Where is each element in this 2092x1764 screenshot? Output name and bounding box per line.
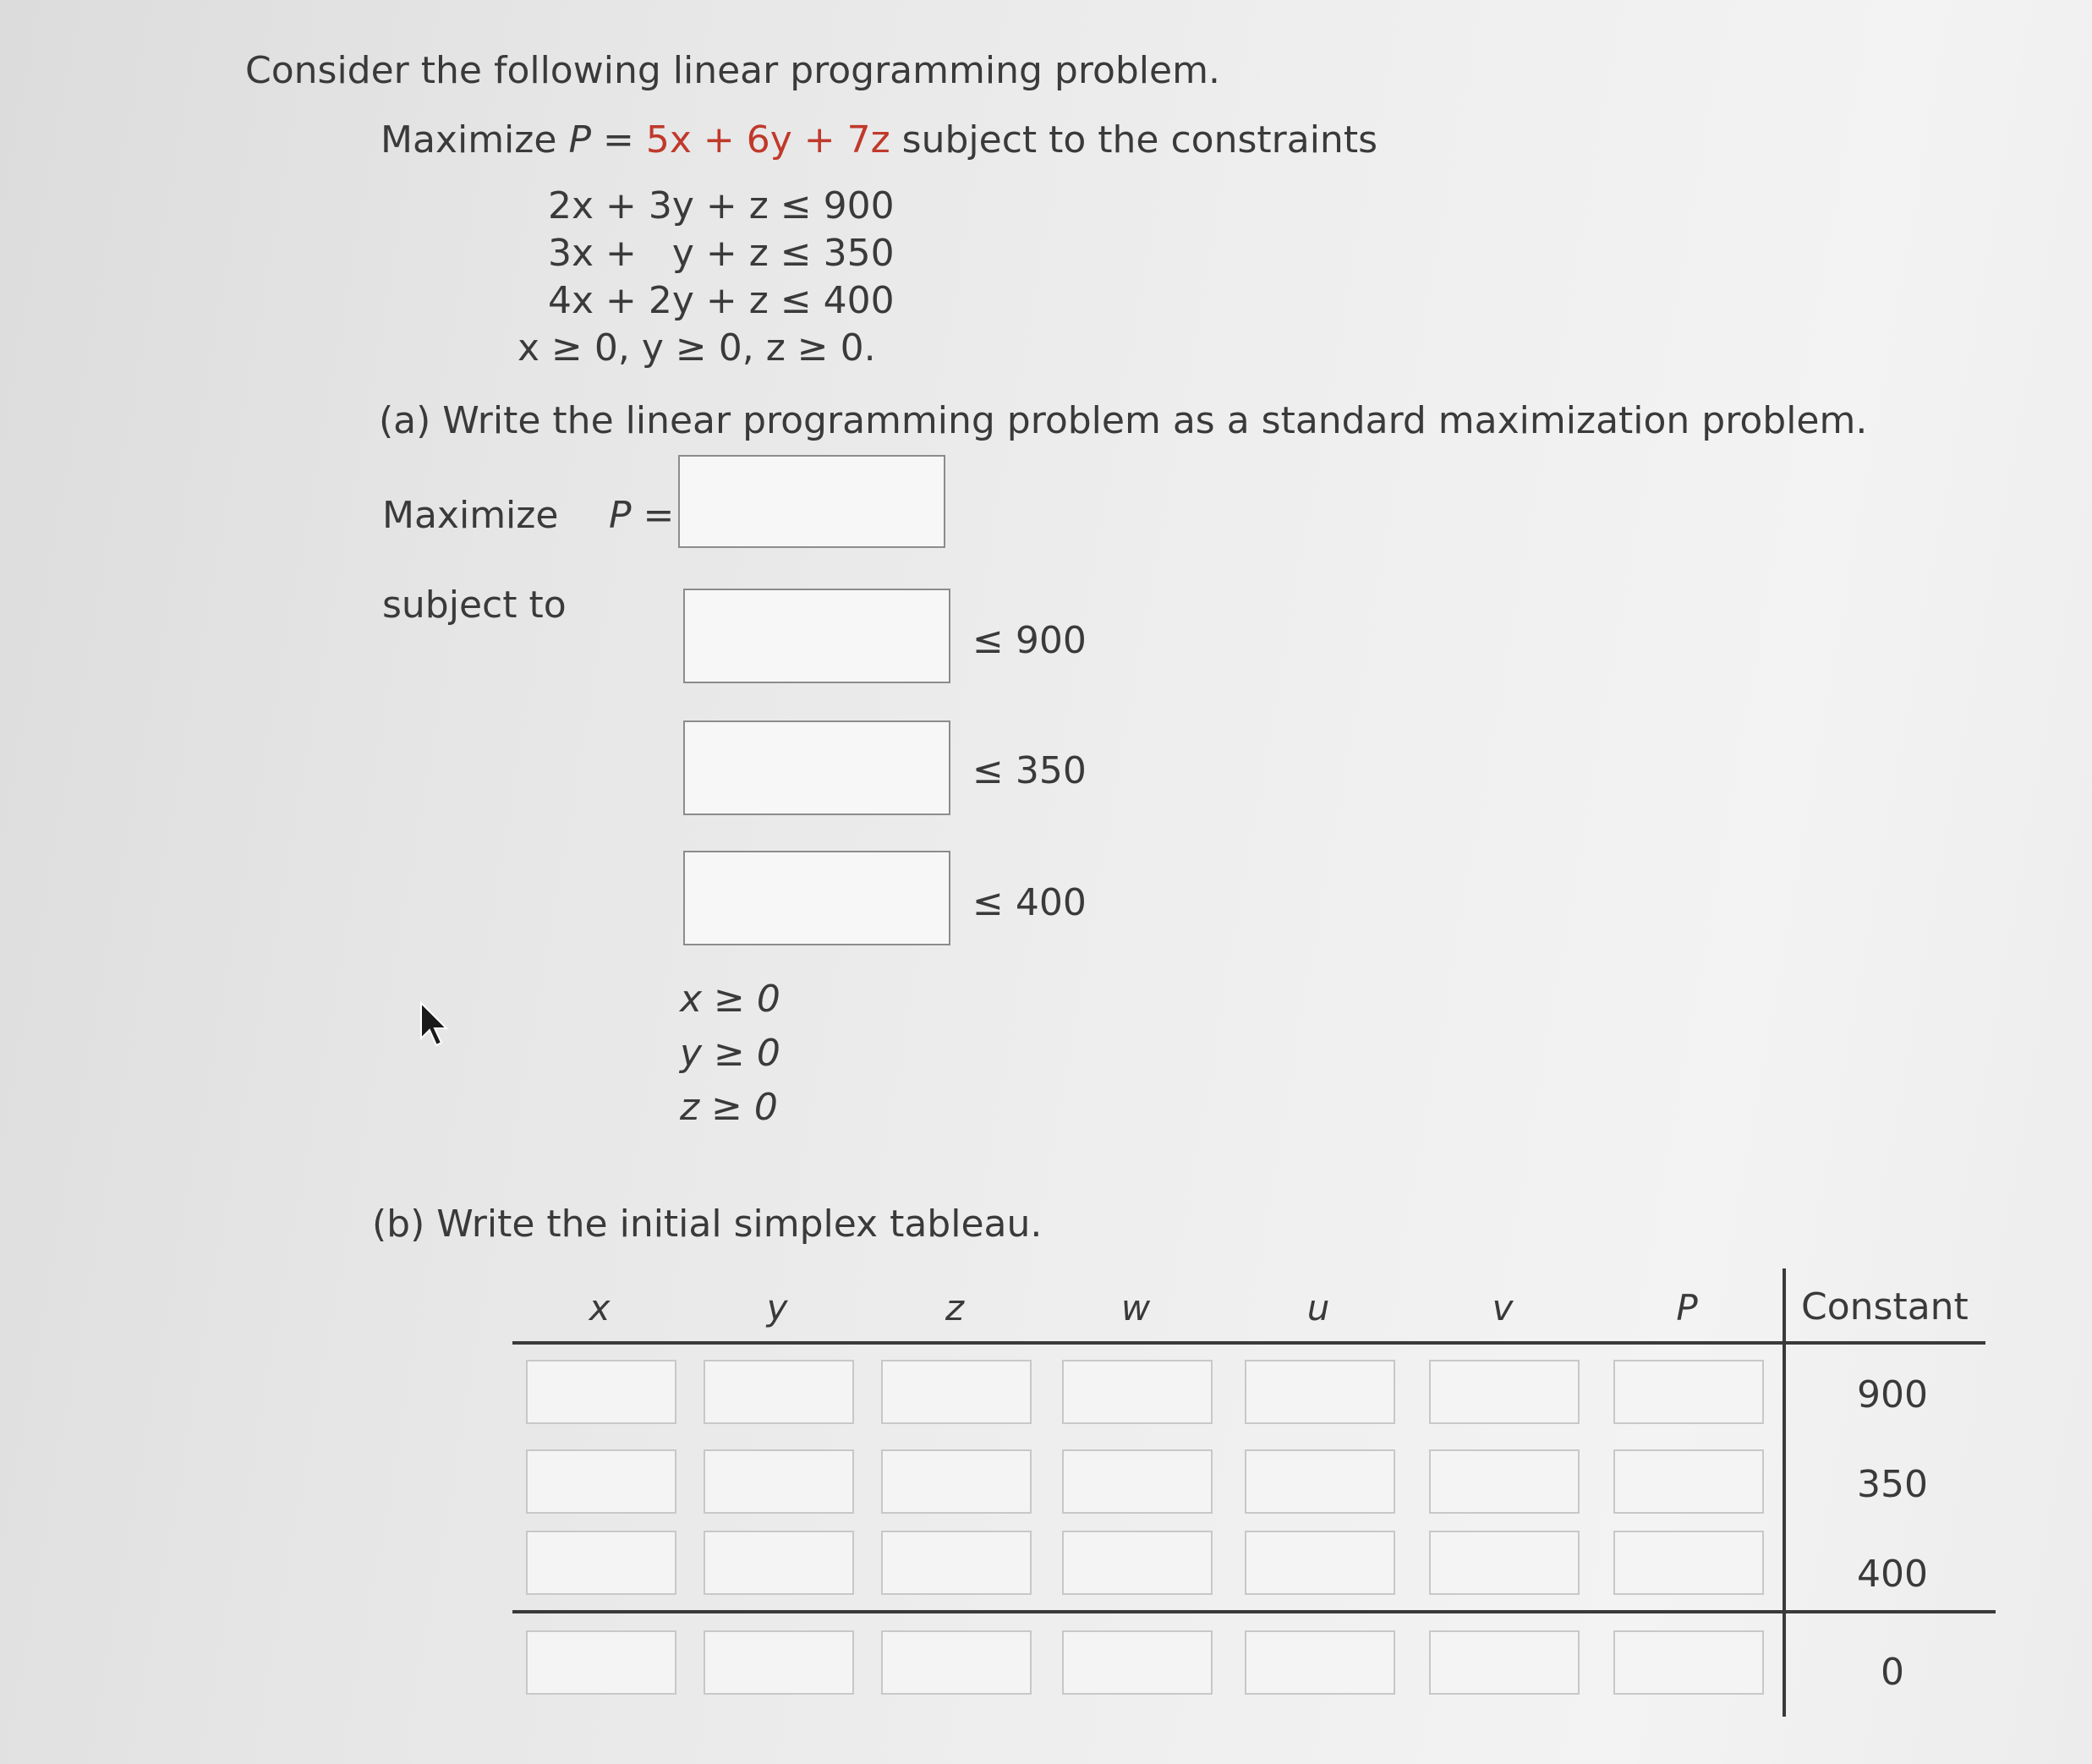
part-a-heading: (a) Write the linear programming problem as a standard maximization problem. — [379, 399, 1868, 442]
constraint-1-rhs: ≤ 900 — [972, 619, 1087, 662]
tableau-cell[interactable] — [704, 1360, 854, 1424]
constraint-2-input[interactable] — [683, 720, 950, 815]
tableau-constant-1: 900 — [1857, 1373, 1928, 1416]
constraint-1: 2x + 3y + z ≤ 900 — [548, 184, 895, 227]
tableau-header-p: P — [1676, 1287, 1698, 1328]
tableau-header-u: u — [1306, 1287, 1330, 1328]
subject-to-label: subject to — [382, 583, 567, 627]
objective-suffix: subject to the constraints — [890, 118, 1377, 162]
tableau-cell[interactable] — [1062, 1360, 1213, 1424]
tableau-header-x: x — [589, 1287, 611, 1328]
tableau-cell[interactable] — [1062, 1630, 1213, 1695]
tableau-header-constant: Constant — [1801, 1285, 1969, 1328]
tableau-cell[interactable] — [1613, 1449, 1764, 1514]
tableau-cell[interactable] — [1613, 1360, 1764, 1424]
tableau-cell[interactable] — [704, 1630, 854, 1695]
constraint-3: 4x + 2y + z ≤ 400 — [548, 279, 895, 322]
constraint-2: 3x + y + z ≤ 350 — [548, 232, 895, 275]
tableau-cell[interactable] — [526, 1449, 676, 1514]
tableau-cell[interactable] — [881, 1630, 1032, 1695]
tableau-cell[interactable] — [1429, 1630, 1580, 1695]
tableau-objective-rule — [512, 1610, 1996, 1613]
maximize-label: Maximize — [382, 494, 559, 537]
tableau-cell[interactable] — [1245, 1449, 1395, 1514]
tableau-cell[interactable] — [526, 1630, 676, 1695]
constraint-nonneg: x ≥ 0, y ≥ 0, z ≥ 0. — [518, 326, 876, 370]
part-b-heading: (b) Write the initial simplex tableau. — [372, 1202, 1043, 1246]
tableau-cell[interactable] — [526, 1360, 676, 1424]
tableau-cell[interactable] — [1245, 1360, 1395, 1424]
constraint-2-rhs: ≤ 350 — [972, 749, 1087, 792]
tableau-cell[interactable] — [881, 1360, 1032, 1424]
tableau-cell[interactable] — [1062, 1449, 1213, 1514]
objective-equals: = — [590, 118, 646, 162]
constraint-3-rhs: ≤ 400 — [972, 881, 1087, 924]
tableau-cell[interactable] — [1613, 1630, 1764, 1695]
tableau-cell[interactable] — [704, 1449, 854, 1514]
objective-expression: 5x + 6y + 7z — [645, 118, 890, 162]
objective-p: P — [568, 118, 591, 162]
tableau-constant-4: 0 — [1881, 1651, 1904, 1694]
tableau-header-rule — [512, 1341, 1985, 1345]
constraint-3-input[interactable] — [683, 851, 950, 945]
nonneg-z: z ≥ 0 — [680, 1086, 778, 1129]
tableau-cell[interactable] — [1245, 1630, 1395, 1695]
tableau-constant-2: 350 — [1857, 1463, 1928, 1506]
nonneg-y: y ≥ 0 — [680, 1032, 780, 1075]
tableau-cell[interactable] — [881, 1531, 1032, 1595]
tableau-cell[interactable] — [1245, 1531, 1395, 1595]
mouse-pointer-icon — [418, 1000, 452, 1050]
tableau-cell[interactable] — [1429, 1449, 1580, 1514]
objective-statement — [381, 118, 1377, 162]
tableau-constant-divider — [1783, 1268, 1786, 1717]
tableau-header-v: v — [1492, 1287, 1514, 1328]
tableau-cell[interactable] — [704, 1531, 854, 1595]
tableau-header-w: w — [1120, 1287, 1151, 1328]
objective-prefix: Maximize — [381, 118, 569, 162]
constraint-1-input[interactable] — [683, 589, 950, 683]
tableau-constant-3: 400 — [1857, 1553, 1928, 1596]
tableau-cell[interactable] — [526, 1531, 676, 1595]
p-equals-label: P = — [609, 494, 675, 537]
tableau-header-z: z — [945, 1287, 965, 1328]
tableau-cell[interactable] — [881, 1449, 1032, 1514]
tableau-header-y: y — [766, 1287, 788, 1328]
tableau-cell[interactable] — [1613, 1531, 1764, 1595]
tableau-cell[interactable] — [1429, 1360, 1580, 1424]
objective-input[interactable] — [678, 455, 945, 548]
nonneg-x: x ≥ 0 — [680, 978, 780, 1021]
intro-text: Consider the following linear programming problem. — [245, 49, 1220, 92]
tableau-cell[interactable] — [1429, 1531, 1580, 1595]
tableau-cell[interactable] — [1062, 1531, 1213, 1595]
